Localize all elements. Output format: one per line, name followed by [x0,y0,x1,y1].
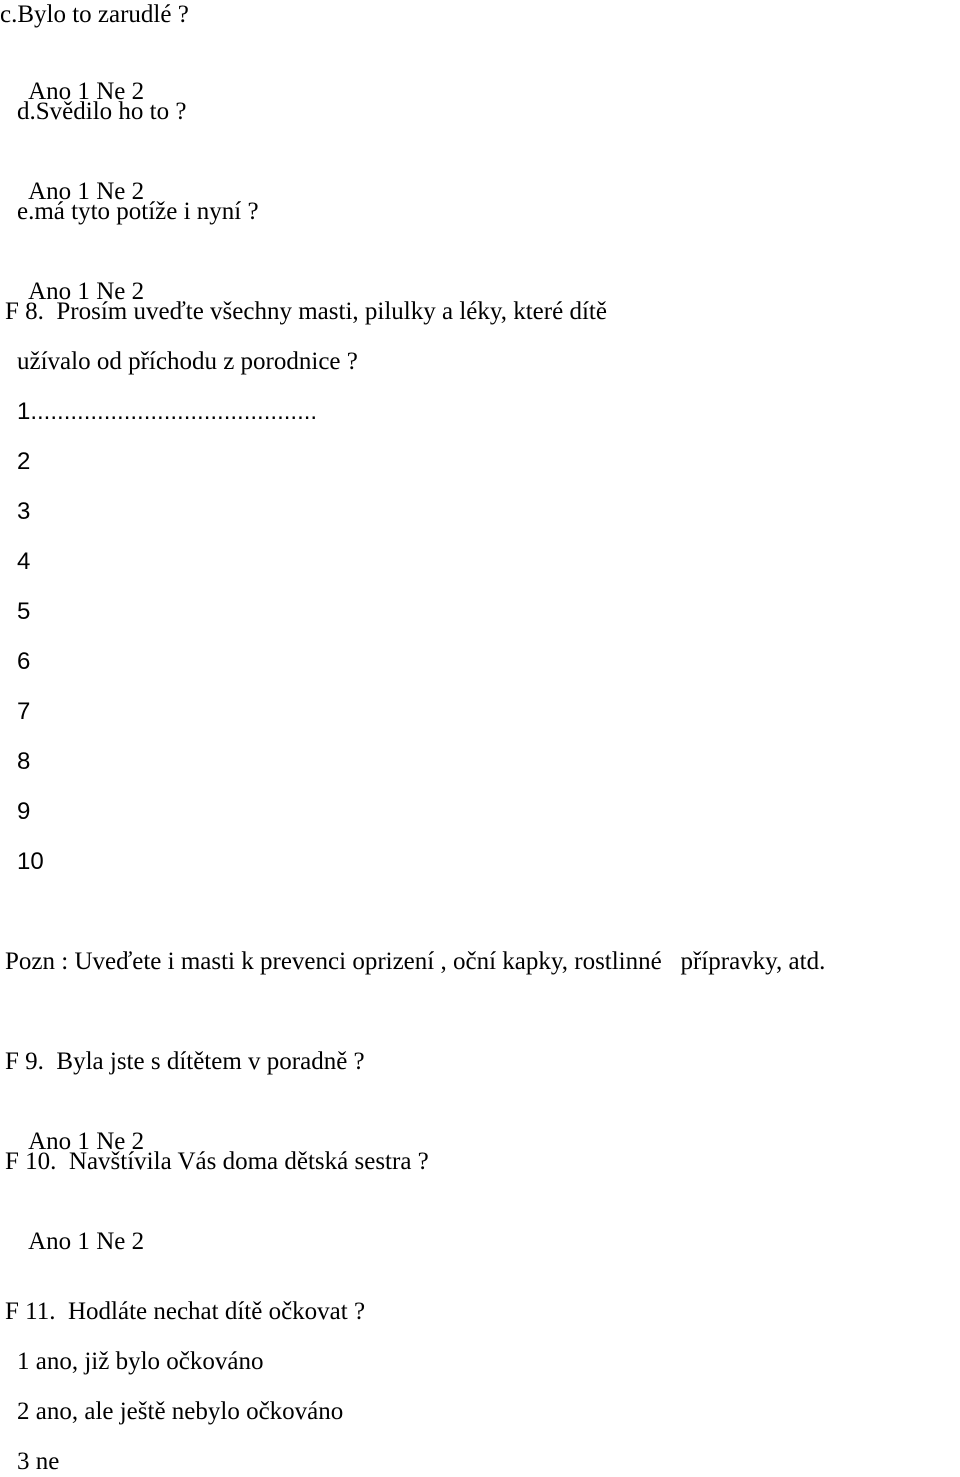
question-f8-text-line2: užívalo od příchodu z porodnice ? [17,348,358,375]
question-d-text: d.Svědilo ho to ? [17,98,187,125]
medication-item-9[interactable]: 9 [17,798,31,825]
option-yes[interactable]: Ano 1 [28,278,90,305]
medication-item-7[interactable]: 7 [17,698,31,725]
option-yes[interactable]: Ano 1 [28,1228,90,1255]
option-no[interactable]: Ne 2 [96,1128,145,1155]
option-no[interactable]: Ne 2 [96,1228,145,1255]
question-f9-text: F 9. Byla jste s dítětem v poradně ? [5,1048,365,1075]
medication-item-3[interactable]: 3 [17,498,31,525]
question-f11-option-1[interactable]: 1 ano, již bylo očkováno [17,1348,264,1375]
question-f11-option-3[interactable]: 3 ne [17,1448,60,1475]
medication-item-8[interactable]: 8 [17,748,31,775]
medication-item-6[interactable]: 6 [17,648,31,675]
question-c-text: c.Bylo to zarudlé ? [0,1,189,28]
option-no[interactable]: Ne 2 [96,278,145,305]
medication-item-2[interactable]: 2 [17,448,31,475]
option-yes[interactable]: Ano 1 [28,1128,90,1155]
medication-item-4[interactable]: 4 [17,548,31,575]
question-f8-text-line1: F 8. Prosím uveďte všechny masti, pilulky a léky, které dítě [5,298,607,325]
option-no[interactable]: Ne 2 [96,78,145,105]
question-f10-options [17,1197,144,1257]
medication-item-1[interactable]: 1........................................... [17,398,318,425]
option-yes[interactable]: Ano 1 [28,178,90,205]
question-f8-note: Pozn : Uveďete i masti k prevenci oprizení , oční kapky, rostlinné přípravky, atd. [5,948,826,975]
option-no[interactable]: Ne 2 [96,178,145,205]
question-f11-text: F 11. Hodláte nechat dítě očkovat ? [5,1298,366,1325]
medication-item-5[interactable]: 5 [17,598,31,625]
medication-item-10[interactable]: 10 [17,848,44,875]
question-f11-option-2[interactable]: 2 ano, ale ještě nebylo očkováno [17,1398,344,1425]
question-e-text: e.má tyto potíže i nyní ? [17,198,259,225]
question-f10-text: F 10. Navštívila Vás doma dětská sestra ? [5,1148,429,1175]
option-yes[interactable]: Ano 1 [28,78,90,105]
